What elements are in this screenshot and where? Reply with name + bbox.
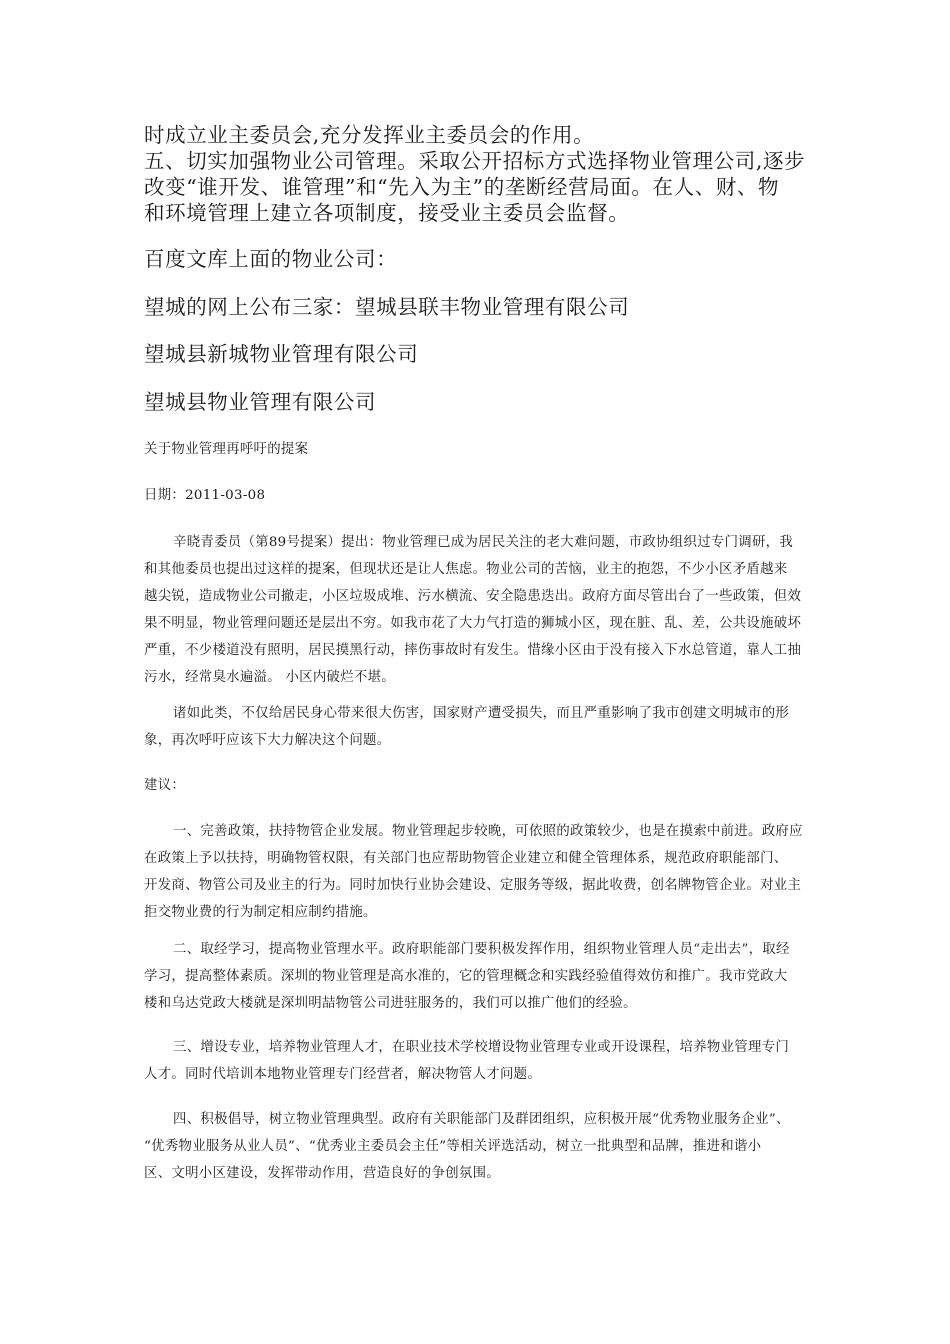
company-second: 望城县新城物业管理有限公司 (144, 342, 419, 366)
text-line: 越尖锐，造成物业公司撤走，小区垃圾成堆、污水横流、安全隐患迭出。政府方面尽管出台了一些政策，但效 (144, 589, 802, 604)
text-line: 在政策上予以扶持，明确物管权限，有关部门也应帮助物管企业建立和健全管理体系，规范政府职能部门、 (144, 851, 788, 866)
article-date: 日期：2011-03-08 (144, 488, 266, 503)
text-line: 辛晓青委员（第89号提案）提出：物业管理已成为居民关注的老大难问题，市政协组织过专门调研，我 (173, 535, 794, 550)
text-line: 五、切实加强物业公司管理。采取公开招标方式选择物业管理公司,逐步 (144, 149, 806, 173)
text-line: 改变“谁开发、谁管理”和“先入为主”的垄断经营局面。在人、财、物 (144, 175, 780, 199)
text-line: 楼和乌达党政大楼就是深圳明喆物管公司进驻服务的，我们可以推广他们的经验。 (144, 996, 637, 1011)
paragraph-1 (144, 529, 808, 691)
text-line: 拒交物业费的行为制定相应制约措施。 (144, 905, 377, 920)
text-line: 学习，提高整体素质。深圳的物业管理是高水准的，它的管理概念和实践经验值得效仿和推广。我市党政大 (144, 969, 788, 984)
text-line: 象，再次呼吁应该下大力解决这个问题。 (144, 733, 391, 748)
paragraph-2 (144, 700, 808, 754)
text-line: 时成立业主委员会,充分发挥业主委员会的作用。 (144, 123, 595, 147)
text-line: 污水，经常臭水遍溢。 小区内破烂不堪。 (144, 670, 395, 685)
text-line: 开发商、物管公司及业主的行为。同时加快行业协会建设、定服务等级，据此收费，创名牌物管企业。对业主 (144, 878, 802, 893)
baidu-heading: 百度文库上面的物业公司： (144, 247, 398, 271)
top-paragraph (144, 122, 824, 226)
text-line: 四、积极倡导，树立物业管理典型。政府有关职能部门及群团组织，应积极开展“优秀物业服务企业”、 (173, 1112, 790, 1127)
suggestion-4 (144, 1106, 808, 1187)
text-line: 和其他委员也提出过这样的提案，但现状还是让人焦虑。物业公司的苦恼，业主的抱怨，不少小区矛盾越来 (144, 562, 788, 577)
suggestion-label: 建议： (144, 778, 186, 793)
text-line: 三、增设专业，培养物业管理人才，在职业技术学校增设物业管理专业或开设课程，培养物业管理专门 (173, 1040, 790, 1055)
text-line: 诸如此类，不仅给居民身心带来很大伤害，国家财产遭受损失，而且严重影响了我市创建文明城市的形 (173, 706, 790, 721)
suggestion-2 (144, 936, 808, 1017)
company-intro: 望城的网上公布三家：望城县联丰物业管理有限公司 (144, 295, 630, 319)
text-line: 区、文明小区建设，发挥带动作用，营造良好的争创氛围。 (144, 1166, 500, 1181)
text-line: 人才。同时代培训本地物业管理专门经营者，解决物管人才问题。 (144, 1067, 542, 1082)
text-line: 二、取经学习，提高物业管理水平。政府职能部门要积极发挥作用，组织物业管理人员“走出去”，取经 (173, 942, 790, 957)
text-line: 严重，不少楼道没有照明，居民摸黑行动，摔伤事故时有发生。惜缘小区由于没有接入下水总管道，靠人工抽 (144, 643, 802, 658)
text-line: “优秀物业服务从业人员”、“优秀业主委员会主任”等相关评选活动，树立一批典型和品牌，推进和谐小 (144, 1139, 762, 1154)
text-line: 一、完善政策，扶持物管企业发展。物业管理起步较晚，可依照的政策较少，也是在摸索中前进。政府应 (173, 824, 803, 839)
article-title: 关于物业管理再呼吁的提案 (144, 442, 309, 457)
suggestion-1 (144, 818, 808, 926)
text-line: 和环境管理上建立各项制度，接受业主委员会监督。 (144, 201, 630, 225)
company-third: 望城县物业管理有限公司 (144, 390, 377, 414)
text-line: 果不明显，物业管理问题还是层出不穷。如我市花了大力气打造的狮城小区，现在脏、乱、差，公共设施破坏 (144, 616, 802, 631)
suggestion-3 (144, 1034, 808, 1088)
